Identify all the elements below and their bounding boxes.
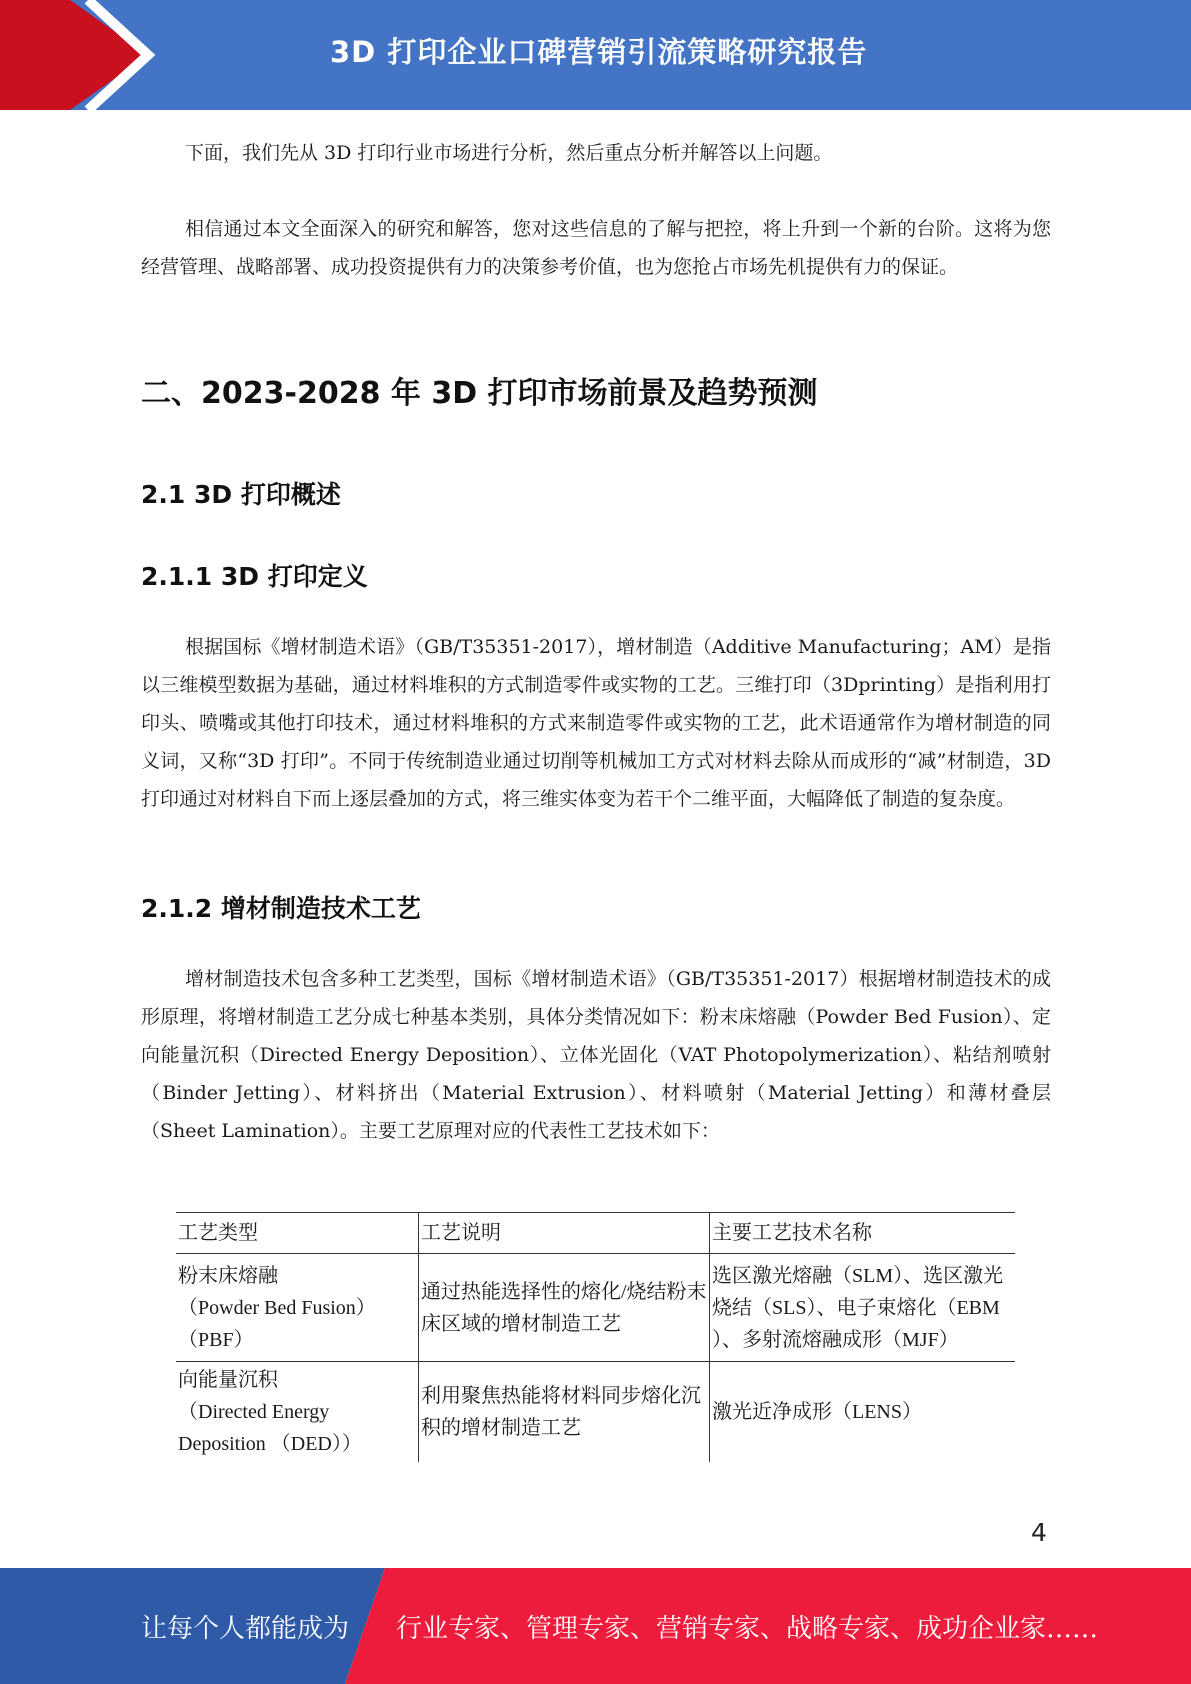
table-cell-tech: 选区激光熔融（SLM）、选区激光烧结（SLS）、电子束熔化（EBM ）、多射流熔融成形（MJF） bbox=[710, 1254, 1016, 1362]
footer-slogan-left: 让每个人都能成为 bbox=[141, 1614, 350, 1644]
table-row bbox=[176, 1254, 1015, 1362]
page-footer bbox=[0, 1568, 1191, 1684]
table-header-cell: 工艺类型 bbox=[176, 1213, 419, 1254]
table-cell-desc: 利用聚焦热能将材料同步熔化沉积的增材制造工艺 bbox=[419, 1362, 710, 1463]
intro-paragraph-1: 下面，我们先从 3D 打印行业市场进行分析，然后重点分析并解答以上问题。 bbox=[185, 142, 833, 164]
page-header bbox=[0, 0, 1191, 110]
process-table bbox=[176, 1212, 1015, 1464]
intro-paragraph-2: 相信通过本文全面深入的研究和解答，您对这些信息的了解与把控，将上升到一个新的台阶。这将为您经营管理、战略部署、成功投资提供有力的决策参考价值，也为您抢占市场先机提供有力的保证。 bbox=[141, 218, 1051, 278]
page-number: 4 bbox=[1031, 1518, 1047, 1547]
table-header-cell: 工艺说明 bbox=[419, 1213, 710, 1254]
table-header-row bbox=[176, 1213, 1015, 1254]
table-cell-desc: 通过热能选择性的熔化/烧结粉末床区域的增材制造工艺 bbox=[419, 1254, 710, 1362]
section-2-1-1-heading: 2.1.1 3D 打印定义 bbox=[141, 562, 368, 591]
table-row bbox=[176, 1362, 1015, 1463]
section-2-1-2-body: 增材制造技术包含多种工艺类型，国标《增材制造术语》（GB/T35351-2017）根据增材制造技术的成形原理，将增材制造工艺分成七种基本类别，具体分类情况如下：粉末床熔融（Powder Bed Fusion）、定向能量沉积（Directed Energy Deposition）、立体光固化（VAT Photopolymerization）、粘结剂喷射（Binder Jetting）、材料挤出（Material Extrusion）、材料喷射（Material Jetting）和薄材叠层（Sheet Lamination）。主要工艺原理对应的代表性工艺技术如下： bbox=[141, 968, 1051, 1142]
table-cell-tech: 激光近净成形（LENS） bbox=[710, 1362, 1016, 1463]
section-2-1-2-heading: 2.1.2 增材制造技术工艺 bbox=[141, 894, 421, 923]
table-cell-type: 粉末床熔融 （Powder Bed Fusion） （PBF） bbox=[176, 1254, 419, 1362]
section-2-1-1-body: 根据国标《增材制造术语》（GB/T35351-2017），增材制造（Additive Manufacturing；AM）是指以三维模型数据为基础，通过材料堆积的方式制造零件或实物的工艺。三维打印（3Dprinting）是指利用打印头、喷嘴或其他打印技术，通过材料堆积的方式来制造零件或实物的工艺，此术语通常作为增材制造的同义词，又称“3D 打印”。不同于传统制造业通过切削等机械加工方式对材料去除从而成形的“减”材制造，3D 打印通过对材料自下而上逐层叠加的方式，将三维实体变为若干个二维平面，大幅降低了制造的复杂度。 bbox=[141, 636, 1051, 810]
section-2-1-heading: 2.1 3D 打印概述 bbox=[141, 480, 341, 509]
table-cell-type: 向能量沉积 （Directed Energy Deposition （DED）） bbox=[176, 1362, 419, 1463]
section-2-heading: 二、2023-2028 年 3D 打印市场前景及趋势预测 bbox=[141, 376, 818, 411]
table-header-cell: 主要工艺技术名称 bbox=[710, 1213, 1016, 1254]
report-title: 3D 打印企业口碑营销引流策略研究报告 bbox=[330, 35, 868, 69]
footer-slogan-right: 行业专家、管理专家、营销专家、战略专家、成功企业家…… bbox=[396, 1614, 1099, 1644]
